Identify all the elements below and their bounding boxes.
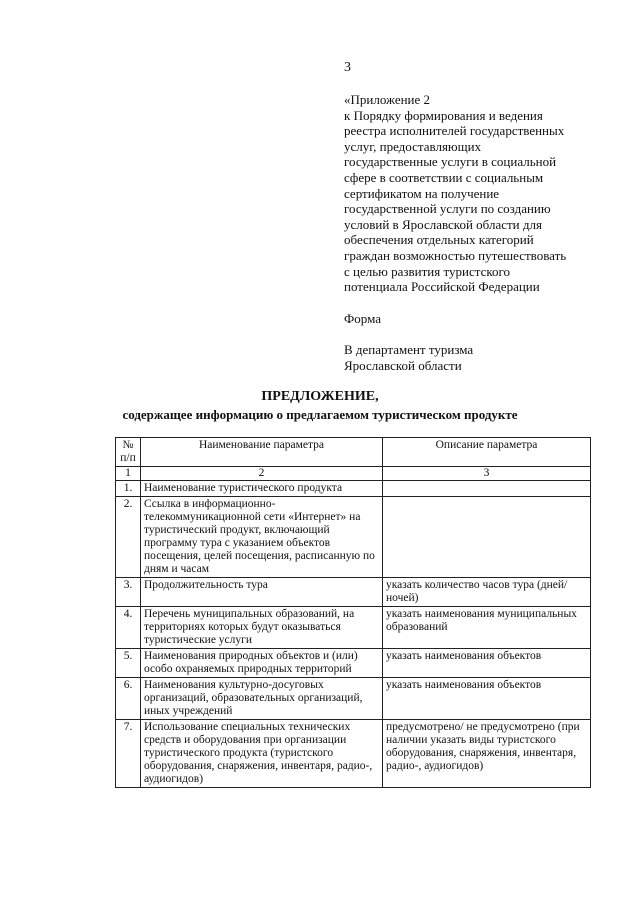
row-number: 6. [116,678,141,720]
table-cell: 1 [116,467,141,481]
appendix-line: к Порядку формирования и ведения [344,107,543,123]
parameter-description: указать количество часов тура (дней/ночей) [383,578,591,607]
addressee-line: В департамент туризма [344,342,474,357]
table-index-row [116,467,591,481]
parameter-description: предусмотрено/ не предусмотрено (при наличии указать виды туристского оборудования, снаряжения, инвентаря, радио-, аудиогидов) [383,720,591,788]
row-number: 4. [116,607,141,649]
parameter-name: Перечень муниципальных образований, на территориях которых будут оказываться туристические услуги [141,607,383,649]
appendix-line: граждан возможностью путешествовать [344,247,567,263]
appendix-line: с целью развития туристского [344,263,511,279]
addressee-line: Ярославской области [344,358,462,373]
table-row [116,481,591,497]
parameter-description: указать наименования объектов [383,678,591,720]
addressee [344,342,473,374]
row-number: 2. [116,497,141,578]
parameter-description: указать наименования объектов [383,649,591,678]
column-header-number: № п/п [116,438,141,467]
parameter-name: Использование специальных технических средств и оборудования при организации туристического продукта (туристского оборудования, снаряжения, инвентаря, радио-, аудиогидов) [141,720,383,788]
table-cell: 3 [383,467,591,481]
appendix-line: потенциала Российской Федерации [344,279,540,295]
row-number: 3. [116,578,141,607]
table-header-row [116,438,591,467]
parameter-name: Наименование туристического продукта [141,481,383,497]
table-row [116,720,591,788]
parameter-name: Наименования культурно-досуговых организаций, образовательных организаций, иных учреждений [141,678,383,720]
parameter-name: Ссылка в информационно-телекоммуникационной сети «Интернет» на туристический продукт, включающий программу тура с указанием объектов посещения, целей посещения, расписанную по дням и часам [141,497,383,578]
appendix-line: государственной услуги по созданию [344,201,551,217]
table-row [116,607,591,649]
table-cell: 2 [141,467,383,481]
document-subtitle: содержащее информацию о предлагаемом туристическом продукте [122,407,518,422]
page-number: 3 [344,60,351,75]
column-header-parameter: Наименование параметра [141,438,383,467]
appendix-line: сфере в соответствии с социальным [344,169,544,185]
parameter-description [383,497,591,578]
document-title: ПРЕДЛОЖЕНИЕ, [261,389,379,404]
appendix-line: сертификатом на получение [344,185,500,201]
parameter-description: указать наименования муниципальных образований [383,607,591,649]
appendix-header [344,92,604,295]
parameter-description [383,481,591,497]
row-number: 1. [116,481,141,497]
appendix-line: реестра исполнителей государственных [344,123,565,139]
appendix-line: государственные услуги в социальной [344,154,557,170]
table-row [116,578,591,607]
parameter-name: Наименования природных объектов и (или) особо охраняемых природных территорий [141,649,383,678]
table-row [116,649,591,678]
form-label: Форма [344,311,381,326]
appendix-line: услуг, предоставляющих [344,138,482,154]
appendix-line: «Приложение 2 [344,92,431,107]
table-row [116,678,591,720]
row-number: 5. [116,649,141,678]
parameter-name: Продолжительность тура [141,578,383,607]
column-header-description: Описание параметра [383,438,591,467]
appendix-line: обеспечения отдельных категорий [344,232,534,248]
row-number: 7. [116,720,141,788]
table-row [116,497,591,578]
parameters-table [115,437,591,788]
appendix-line: условий в Ярославской области для [344,216,542,232]
